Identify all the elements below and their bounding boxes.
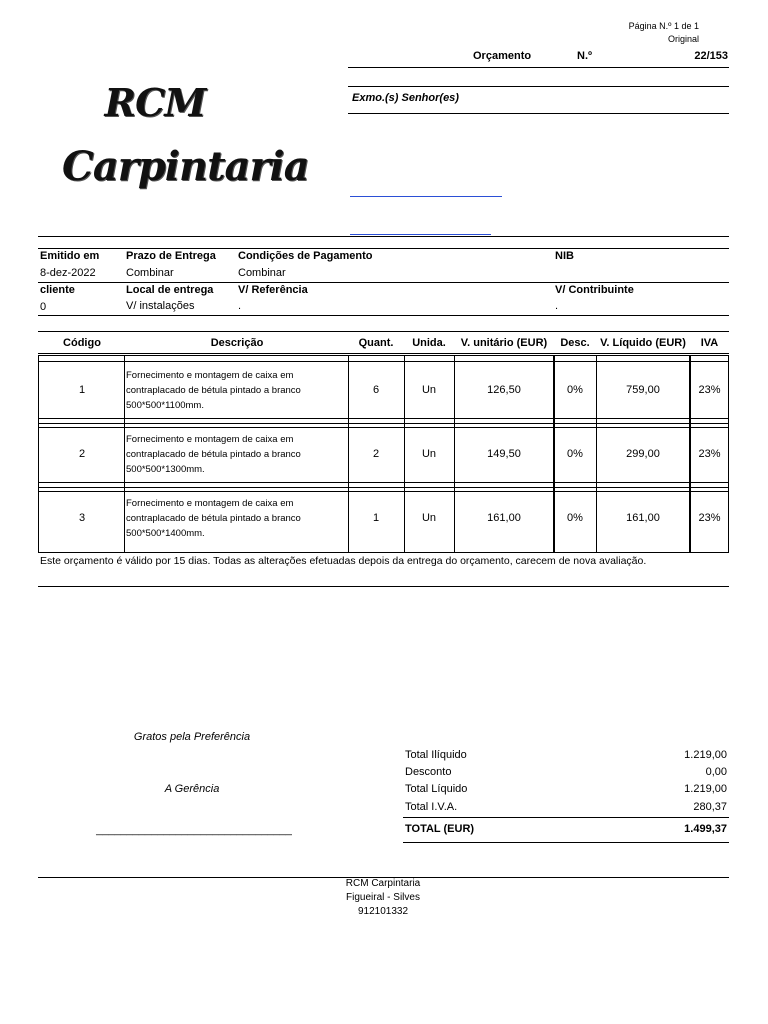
company-logo-carpintaria: Carpintaria — [62, 143, 309, 190]
row-rule — [38, 491, 729, 492]
discount-label: Desconto — [405, 766, 452, 778]
recipient-rule — [348, 113, 729, 114]
info-rule-2 — [38, 248, 729, 249]
footer-phone: 912101332 — [357, 906, 409, 917]
signature-line: ________________________________ — [96, 824, 292, 836]
row-discount: 0% — [567, 384, 583, 396]
info-top-rule — [38, 236, 729, 237]
recipient-salutation: Exmo.(s) Senhor(es) — [352, 92, 459, 104]
net-total-label: Total Líquido — [405, 783, 468, 795]
info-rule-3 — [38, 282, 729, 283]
gross-total-label: Total Ilíquido — [405, 749, 467, 761]
table-header-rule — [38, 353, 729, 354]
totals-rule — [403, 817, 729, 818]
column-divider — [124, 355, 125, 553]
reference-label: V/ Referência — [238, 284, 308, 296]
row-description — [126, 432, 348, 477]
row-description-line: Fornecimento e montagem de caixa em — [126, 498, 294, 509]
column-header-quantity: Quant. — [358, 337, 394, 349]
grand-total-value: 1.499,37 — [684, 823, 727, 835]
number-label: N.º — [577, 50, 593, 62]
row-rule — [38, 423, 729, 424]
row-unit-price: 149,50 — [487, 448, 521, 460]
row-description-line: contraplacado de bétula pintado a branco — [126, 385, 301, 396]
row-description-line: contraplacado de bétula pintado a branco — [126, 449, 301, 460]
payment-terms-value: Combinar — [238, 267, 286, 279]
column-header-code: Código — [63, 337, 101, 349]
client-label: cliente — [40, 284, 75, 296]
row-vat: 23% — [698, 512, 721, 524]
footer-address: Figueiral - Silves — [346, 892, 420, 903]
row-code: 3 — [78, 512, 86, 524]
row-discount: 0% — [567, 512, 583, 524]
net-total-value: 1.219,00 — [684, 783, 727, 795]
recipient-email-link[interactable] — [350, 234, 491, 235]
row-net-value: 161,00 — [626, 512, 660, 524]
info-bottom-rule — [38, 315, 729, 316]
row-description-line: Fornecimento e montagem de caixa em — [126, 434, 294, 445]
row-description — [126, 368, 348, 413]
gross-total-value: 1.219,00 — [684, 749, 727, 761]
table-top-rule — [38, 331, 729, 332]
row-code: 2 — [78, 448, 86, 460]
delivery-place-label: Local de entrega — [126, 284, 214, 296]
thanks-text: Gratos pela Preferência — [133, 731, 251, 743]
column-header-net-value: V. Líquido (EUR) — [600, 337, 686, 349]
issued-label: Emitido em — [40, 250, 100, 262]
taxpayer-label: V/ Contribuinte — [555, 284, 634, 296]
row-vat: 23% — [698, 448, 721, 460]
row-vat: 23% — [698, 384, 721, 396]
client-value: 0 — [40, 301, 47, 313]
issued-date: 8-dez-2022 — [40, 267, 96, 279]
vat-total-label: Total I.V.A. — [405, 801, 458, 813]
delivery-term-value: Combinar — [126, 267, 174, 279]
row-rule — [38, 427, 729, 428]
taxpayer-value: . — [555, 300, 559, 312]
page-info — [600, 20, 699, 46]
footer-company: RCM Carpintaria — [345, 878, 421, 889]
row-discount: 0% — [567, 448, 583, 460]
column-header-unit-price: V. unitário (EUR) — [460, 337, 548, 349]
copy-type: Original — [667, 34, 699, 44]
row-unit: Un — [421, 512, 437, 524]
document-type-label: Orçamento — [473, 50, 532, 62]
row-description — [126, 496, 348, 541]
row-quantity: 6 — [372, 384, 380, 396]
row-unit-price: 126,50 — [487, 384, 521, 396]
recipient-address-link[interactable] — [350, 196, 502, 197]
grand-total-label: TOTAL (EUR) — [405, 823, 475, 835]
row-description-line: 500*500*1400mm. — [126, 528, 205, 539]
row-unit: Un — [421, 384, 437, 396]
note-rule — [38, 586, 729, 587]
row-description-line: Fornecimento e montagem de caixa em — [126, 370, 294, 381]
row-description-line: 500*500*1300mm. — [126, 464, 205, 475]
row-net-value: 759,00 — [626, 384, 660, 396]
header-rule — [348, 67, 729, 68]
column-header-vat: IVA — [700, 337, 719, 349]
row-unit: Un — [421, 448, 437, 460]
delivery-place-value: V/ instalações — [126, 300, 195, 312]
row-rule — [38, 487, 729, 488]
row-quantity: 2 — [372, 448, 380, 460]
row-description-line: contraplacado de bétula pintado a branco — [126, 513, 301, 524]
row-net-value: 299,00 — [626, 448, 660, 460]
vat-total-value: 280,37 — [693, 801, 727, 813]
row-description-line: 500*500*1100mm. — [126, 400, 204, 411]
payment-terms-label: Condições de Pagamento — [238, 250, 373, 262]
page-number: Página N.º 1 de 1 — [628, 21, 699, 31]
company-logo-rcm: RCM — [104, 80, 206, 125]
delivery-term-label: Prazo de Entrega — [126, 250, 216, 262]
discount-value: 0,00 — [705, 766, 727, 778]
recipient-top-rule — [348, 86, 729, 87]
document-number: 22/153 — [694, 50, 728, 62]
row-rule — [38, 418, 729, 419]
validity-note: Este orçamento é válido por 15 dias. Todas as alterações efetuadas depois da entrega do orçamento, carecem de nova avaliação. — [40, 555, 647, 567]
column-header-description: Descrição — [210, 337, 264, 349]
reference-value: . — [238, 300, 242, 312]
row-code: 1 — [78, 384, 86, 396]
row-rule — [38, 361, 729, 362]
management-text: A Gerência — [164, 783, 220, 795]
row-unit-price: 161,00 — [487, 512, 521, 524]
totals-bottom-rule — [403, 842, 729, 843]
nib-label: NIB — [555, 250, 574, 262]
column-header-unit: Unida. — [412, 337, 446, 349]
row-quantity: 1 — [372, 512, 380, 524]
column-header-discount: Desc. — [560, 337, 590, 349]
row-rule — [38, 482, 729, 483]
